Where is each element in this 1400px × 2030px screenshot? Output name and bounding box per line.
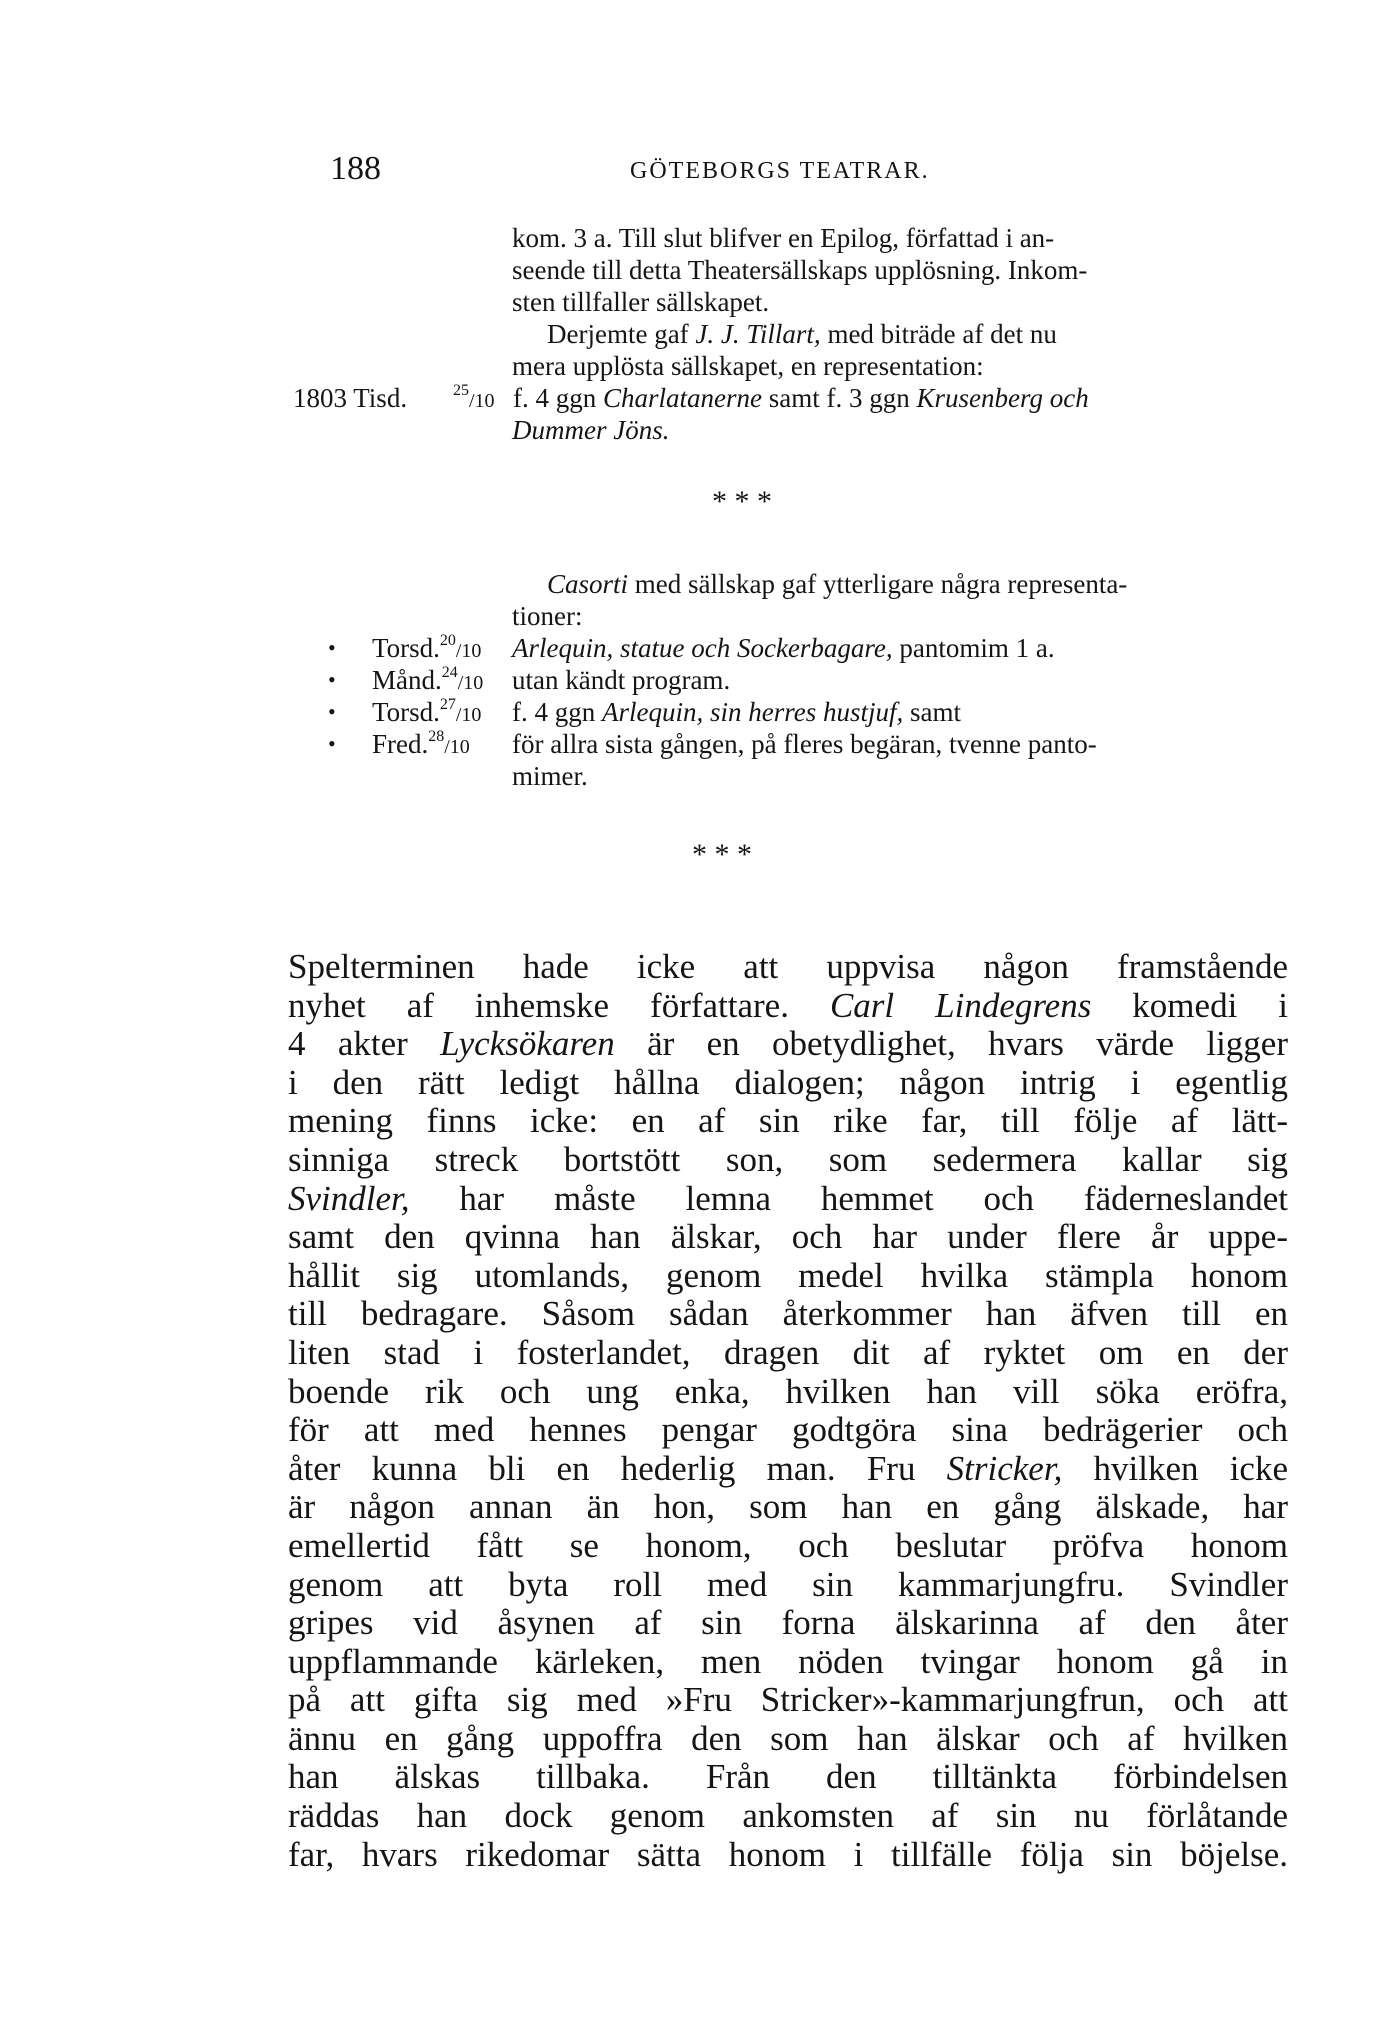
entry-line: seende till detta Theatersällskaps upplösning. Inkom- (512, 255, 1088, 285)
body-line (288, 1681, 1288, 1720)
performance-date: Månd.$^{24}$/10 (372, 664, 484, 695)
text-run: åter kunna bli en hederlig man. Fru (288, 1448, 947, 1488)
performance-row (328, 632, 1302, 664)
text-run: till bedragare. Såsom sådan återkommer han äfven till en (288, 1294, 1288, 1334)
text-run: gripes vid åsynen af sin forna älskarinna af den åter (288, 1603, 1288, 1643)
text-run: samt den qvinna han älskar, och har under flere år uppe- (288, 1217, 1288, 1257)
entry-line: mera upplösta sällskapet, en representation: (512, 351, 984, 381)
text-run: uppflammande kärleken, men nöden tvingar honom gå in (288, 1641, 1288, 1681)
body-line (288, 948, 1288, 987)
performance-row (328, 728, 1302, 760)
performance-description: för allra sista gången, på fleres begäran, tvenne panto- (512, 729, 1097, 759)
text-run: sinniga streck bortstött son, som sedermera kallar sig (288, 1139, 1288, 1179)
text-run: 4 akter (288, 1024, 441, 1064)
body-line (288, 1488, 1288, 1527)
text-run: emellertid fått se honom, och beslutar pröfva honom (288, 1525, 1288, 1565)
body-line (288, 1643, 1288, 1682)
page-number: 188 (330, 150, 381, 187)
entry-line: mimer. (512, 761, 588, 791)
performance-day-fraction: $^{25}$/10 (453, 382, 495, 412)
emphasis-text: Carl Lindegrens (829, 985, 1092, 1025)
bullet-mark: • (328, 699, 336, 724)
text-run: far, hvars rikedomar sätta honom i tillfälle följa sin böjelse. (288, 1834, 1288, 1874)
text-run: genom att byta roll med sin kammarjungfru. Svindler (288, 1564, 1288, 1604)
body-line (288, 1141, 1288, 1180)
performance-row (328, 696, 1302, 728)
text-run: är en obetydlighet, hvars värde ligger (614, 1024, 1288, 1064)
bullet-mark: • (328, 731, 336, 756)
text-run: mening finns icke: en af sin rike far, till följe af lätt- (288, 1101, 1288, 1141)
section-separator: * * * (692, 838, 752, 871)
performance-date: Torsd.$^{20}$/10 (372, 632, 482, 663)
text-run: för att med hennes pengar godtgöra sina bedrägerier och (288, 1410, 1288, 1450)
body-line (288, 1758, 1288, 1797)
text-run: i den rätt ledigt hållna dialogen; någon intrig i egentlig (288, 1062, 1288, 1102)
body-line (288, 987, 1288, 1026)
text-run: liten stad i fosterlandet, dragen dit af ryktet om en der (288, 1332, 1288, 1372)
body-line (288, 1411, 1288, 1450)
entry-line: Casorti med sällskap gaf ytterligare några representa- (547, 569, 1128, 599)
entry-line: tioner: (512, 601, 583, 631)
body-paragraph (288, 948, 1288, 1874)
text-run: han älskas tillbaka. Från den tilltänkta förbindelsen (288, 1757, 1288, 1797)
body-line (288, 1373, 1288, 1412)
body-line (288, 1025, 1288, 1064)
body-line (288, 1836, 1288, 1875)
section-separator: * * * (712, 485, 772, 518)
text-run: är någon annan än hon, som han en gång älskade, har (288, 1487, 1288, 1527)
performance-description: utan kändt program. (512, 665, 731, 695)
performance-description: Arlequin, statue och Sockerbagare, pantomim 1 a. (512, 633, 1055, 663)
entry-line: Derjemte gaf J. J. Tillart, med biträde af det nu (547, 319, 1057, 349)
text-run: boende rik och ung enka, hvilken han vill söka eröfra, (288, 1371, 1288, 1411)
entry-line: kom. 3 a. Till slut blifver en Epilog, författad i an- (512, 223, 1055, 253)
body-line (288, 1450, 1288, 1489)
text-run: ännu en gång uppoffra den som han älskar och af hvilken (288, 1718, 1288, 1758)
body-line (288, 1566, 1288, 1605)
body-line (288, 1797, 1288, 1836)
running-title: GÖTEBORGS TEATRAR. (630, 158, 930, 184)
emphasis-text: Lycksökaren (440, 1024, 615, 1064)
body-line (288, 1064, 1288, 1103)
text-run: på att gifta sig med »Fru Stricker»-kammarjungfrun, och att (288, 1680, 1288, 1720)
bullet-mark: • (328, 667, 336, 692)
text-run: har måste lemna hemmet och fäderneslandet (409, 1178, 1288, 1218)
entry-line: Dummer Jöns. (512, 415, 670, 445)
text-run: hållit sig utomlands, genom medel hvilka stämpla honom (288, 1255, 1288, 1295)
body-line (288, 1604, 1288, 1643)
page-header (330, 150, 1330, 200)
bullet-mark: • (328, 635, 336, 660)
text-run: Spelterminen hade icke att uppvisa någon framstående (288, 947, 1288, 986)
body-line (288, 1218, 1288, 1257)
performance-description: f. 4 ggn Charlatanerne samt f. 3 ggn Krusenberg och (513, 383, 1089, 413)
performance-date: 1803 Tisd. (293, 383, 408, 413)
body-line (288, 1257, 1288, 1296)
performance-row (328, 664, 1302, 696)
body-line (288, 1334, 1288, 1373)
entry-line: sten tillfaller sällskapet. (512, 287, 770, 317)
emphasis-text: Svindler, (288, 1178, 410, 1218)
text-run: nyhet af inhemske författare. (288, 985, 830, 1025)
body-line (288, 1527, 1288, 1566)
text-run: komedi i (1091, 985, 1288, 1025)
performance-date: Fred.$^{28}$/10 (372, 728, 470, 759)
body-line (288, 1180, 1288, 1219)
body-line (288, 1102, 1288, 1141)
performance-date: Torsd.$^{27}$/10 (372, 696, 482, 727)
text-run: räddas han dock genom ankomsten af sin nu förlåtande (288, 1796, 1288, 1836)
performance-description: f. 4 ggn Arlequin, sin herres hustjuf, samt (512, 697, 961, 727)
body-line (288, 1295, 1288, 1334)
body-line (288, 1720, 1288, 1759)
performance-row (293, 382, 1293, 414)
text-run: hvilken icke (1062, 1448, 1288, 1488)
emphasis-text: Stricker, (946, 1448, 1063, 1488)
